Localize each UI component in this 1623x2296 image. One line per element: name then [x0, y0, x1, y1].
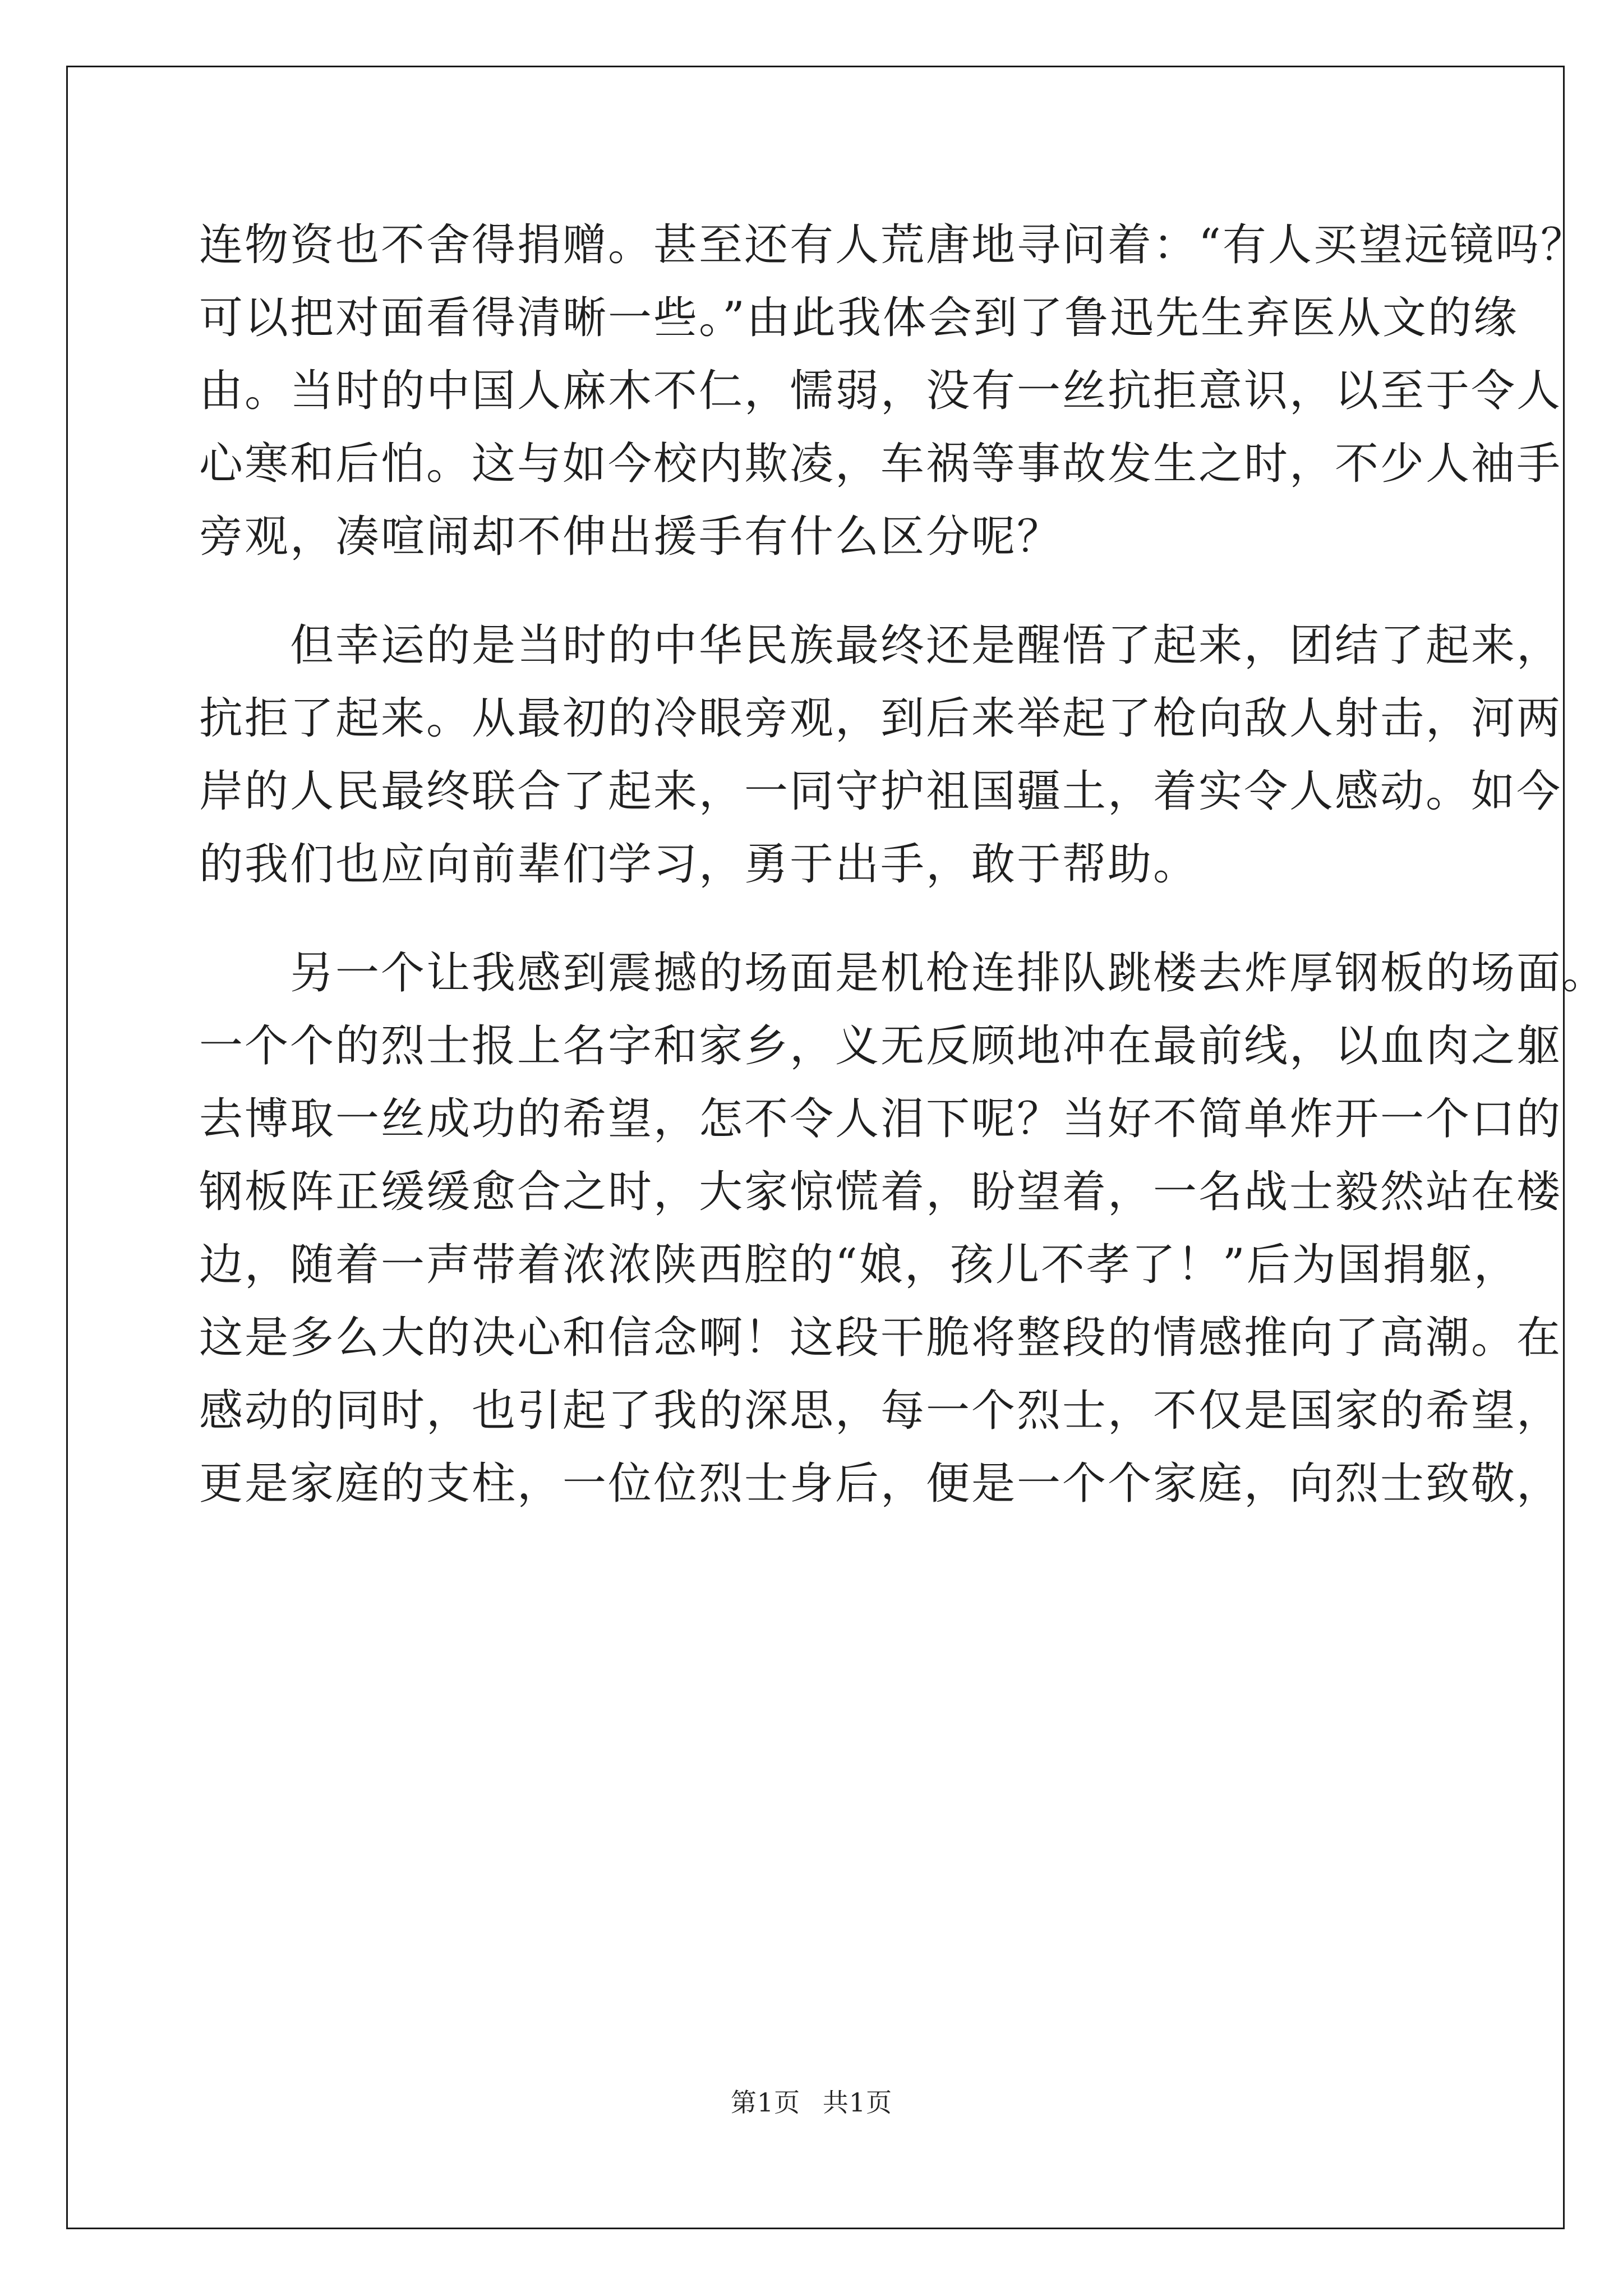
text-line: 更是家庭的支柱，一位位烈士身后，便是一个个家庭，向烈士致敬，	[199, 1458, 1562, 1509]
document-body	[199, 209, 1608, 1520]
text-line: 心寒和后怕。这与如今校内欺凌，车祸等事故发生之时，不少人袖手	[199, 439, 1562, 489]
text-line: 岸的人民最终联合了起来，一同守护祖国疆土，着实令人感动。如今	[199, 766, 1562, 817]
text-line: 连物资也不舍得捐赠。甚至还有人荒唐地寻问着：“有人买望远镜吗？	[199, 220, 1586, 270]
text-line: 抗拒了起来。从最初的冷眼旁观，到后来举起了枪向敌人射击，河两	[199, 693, 1562, 744]
text-line: 但幸运的是当时的中华民族最终还是醒悟了起来，团结了起来，	[199, 620, 1562, 671]
page-footer	[0, 2082, 1623, 2119]
text-line: 另一个让我感到震撼的场面是机枪连排队跳楼去炸厚钢板的场面。	[199, 948, 1608, 999]
page-number: 第1页	[730, 2087, 801, 2118]
text-line: 的我们也应向前辈们学习，勇于出手，敢于帮助。	[199, 839, 1199, 890]
text-line: 边，随着一声带着浓浓陕西腔的“娘，孩儿不孝了！”后为国捐躯，	[199, 1240, 1519, 1290]
text-line: 由。当时的中国人麻木不仁，懦弱，没有一丝抗拒意识，以至于令人	[199, 366, 1562, 416]
text-line: 钢板阵正缓缓愈合之时，大家惊慌着，盼望着，一名战士毅然站在楼	[199, 1167, 1562, 1217]
text-line: 一个个的烈士报上名字和家乡，义无反顾地冲在最前线，以血肉之躯	[199, 1021, 1562, 1071]
text-line: 可以把对面看得清晰一些。”由此我体会到了鲁迅先生弃医从文的缘	[199, 293, 1519, 343]
paragraph-gap	[199, 573, 1461, 609]
paragraph-gap	[199, 901, 1461, 937]
text-line: 这是多么大的决心和信念啊！这段干脆将整段的情感推向了高潮。在	[199, 1313, 1562, 1363]
text-line: 旁观，凑喧闹却不伸出援手有什么区分呢？	[199, 512, 1063, 562]
page-total: 共1页	[822, 2087, 893, 2118]
text-line: 去博取一丝成功的希望，怎不令人泪下呢？当好不简单炸开一个口的	[199, 1094, 1562, 1144]
text-line: 感动的同时，也引起了我的深思，每一个烈士，不仅是国家的希望，	[199, 1386, 1562, 1436]
